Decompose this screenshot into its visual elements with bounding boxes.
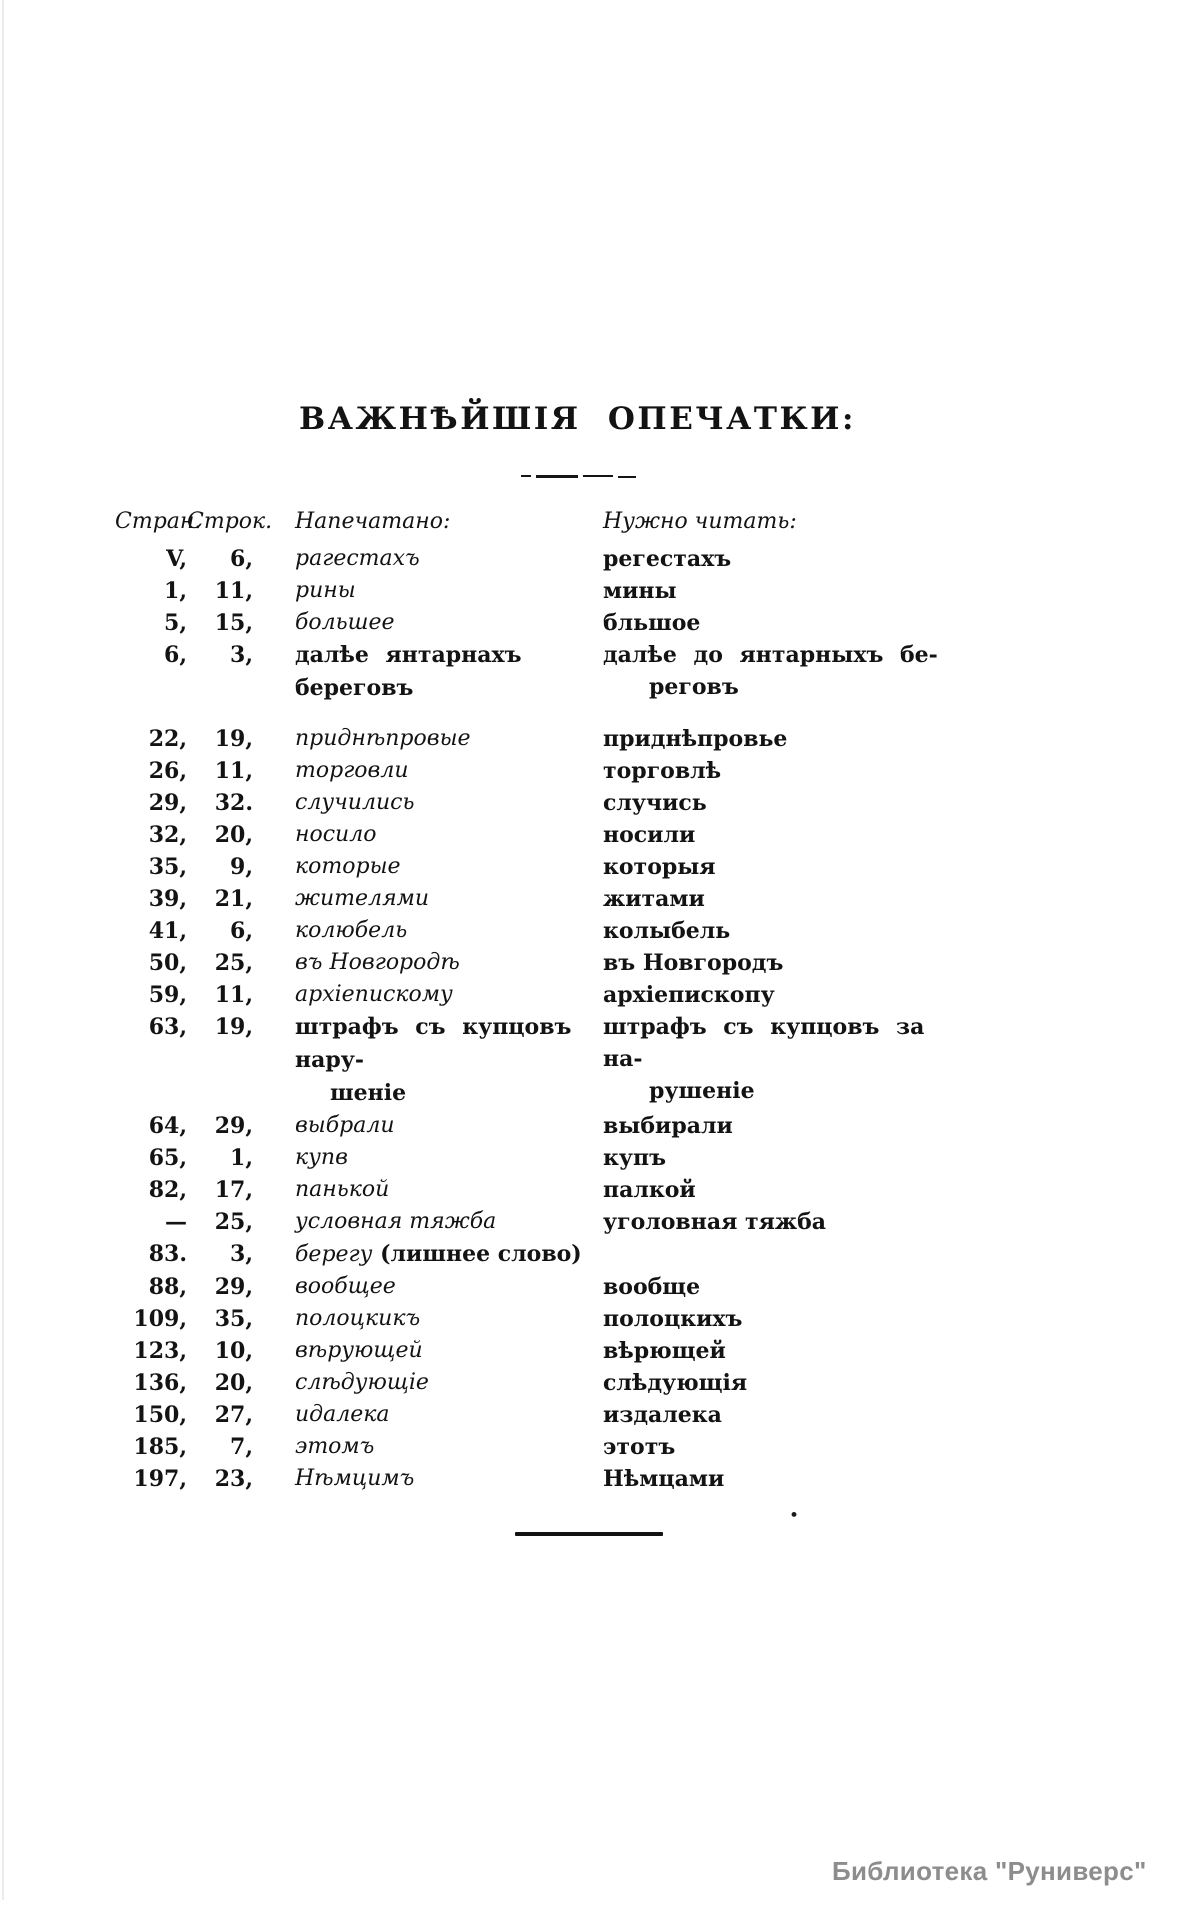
scan-edge-shadow <box>2 0 4 1900</box>
correct-text-cell <box>603 1335 973 1367</box>
correct-line: въ Новгородъ <box>603 950 784 976</box>
correct-text-cell <box>603 575 973 607</box>
printed-text-cell <box>253 1463 603 1495</box>
table-row <box>115 1399 1020 1431</box>
printed-text-cell <box>253 543 603 575</box>
table-row <box>115 639 1020 705</box>
printed-line: Нѣмцимъ <box>295 1466 415 1491</box>
correct-text-cell <box>603 1431 973 1463</box>
header-line-column: Строк. <box>187 509 273 534</box>
printed-line: случились <box>295 790 415 815</box>
page-number-cell: 197, <box>133 1466 187 1492</box>
correct-text-cell <box>603 787 973 819</box>
printed-line: полоцкикъ <box>295 1306 421 1331</box>
printed-line: архіепискому <box>295 982 453 1007</box>
page-number-cell: 136, <box>133 1370 187 1396</box>
printed-line: купв <box>295 1145 348 1170</box>
correct-line: штрафъ съ купцовъ за на- <box>603 1014 925 1072</box>
printed-line: штрафъ съ купцовъ нару- <box>295 1014 572 1073</box>
printed-line: жителями <box>295 886 430 911</box>
line-number-cell: 25, <box>214 950 253 976</box>
line-number-cell: 19, <box>214 1014 253 1040</box>
printed-text-cell <box>253 819 603 851</box>
printed-line: условная тяжба <box>295 1209 497 1234</box>
correct-text-cell <box>603 947 973 979</box>
page-number-cell: 150, <box>133 1402 187 1428</box>
correct-line: архіепископу <box>603 982 775 1008</box>
printed-text-cell <box>253 787 603 819</box>
line-number-cell: 20, <box>214 822 253 848</box>
page-number-cell: 59, <box>148 982 187 1008</box>
table-row <box>115 1142 1020 1174</box>
page-number-cell: 39, <box>148 886 187 912</box>
printed-line: въ Новгородѣ <box>295 950 460 975</box>
table-row <box>115 1206 1020 1238</box>
table-row <box>115 915 1020 947</box>
printed-text-cell <box>253 639 603 705</box>
table-row <box>115 947 1020 979</box>
correct-text-cell <box>603 607 973 639</box>
correct-line: купъ <box>603 1145 666 1171</box>
line-number-cell: 32. <box>214 790 253 816</box>
line-number-cell: 35, <box>214 1306 253 1332</box>
printed-line: выбрали <box>295 1113 395 1138</box>
line-number-cell: 21, <box>214 886 253 912</box>
printed-text-cell <box>253 1431 603 1463</box>
printed-line: вообщее <box>295 1274 396 1299</box>
line-number-cell: 25, <box>214 1209 253 1235</box>
correct-line: приднѣпровье <box>603 726 788 752</box>
correct-text-cell <box>603 1367 973 1399</box>
line-number-cell: 6, <box>230 546 253 572</box>
table-row <box>115 851 1020 883</box>
printed-text-cell <box>253 979 603 1011</box>
table-row <box>115 1335 1020 1367</box>
correct-line: случись <box>603 790 707 816</box>
header-correct-column: Нужно читать: <box>603 509 797 534</box>
printed-text-cell <box>253 1238 603 1271</box>
correct-line: этотъ <box>603 1434 676 1460</box>
line-number-cell: 29, <box>214 1274 253 1300</box>
page-number-cell: 65, <box>148 1145 187 1171</box>
table-row <box>115 1174 1020 1206</box>
printed-line: берегу (лишнее слово) <box>295 1241 582 1267</box>
printed-text-cell <box>253 1174 603 1206</box>
line-number-cell: 7, <box>230 1434 253 1460</box>
table-row <box>115 1011 1020 1110</box>
printed-text-cell <box>253 723 603 755</box>
correct-line: вѣрющей <box>603 1338 726 1364</box>
table-row <box>115 787 1020 819</box>
correct-line: вообще <box>603 1274 701 1300</box>
correct-line: мины <box>603 578 677 604</box>
correct-line: уголовная тяжба <box>603 1209 827 1235</box>
correct-line: бльшое <box>603 610 701 636</box>
printed-text-cell <box>253 1206 603 1238</box>
watermark: Библиотека "Руниверс" <box>832 1856 1147 1886</box>
page-number-cell: 41, <box>148 918 187 944</box>
page-number-cell: 1, <box>164 578 187 604</box>
correct-text-cell <box>603 883 973 915</box>
printed-line: рагестахъ <box>295 546 420 571</box>
printed-text-cell <box>253 607 603 639</box>
printed-text-cell <box>253 755 603 787</box>
printed-line: носило <box>295 822 377 847</box>
line-number-cell: 1, <box>230 1145 253 1171</box>
printed-text-cell <box>253 883 603 915</box>
page-number-cell: 82, <box>148 1177 187 1203</box>
correct-text-cell <box>603 755 973 787</box>
header-printed-column: Напечатано: <box>295 509 451 534</box>
line-number-cell: 3, <box>230 1241 253 1267</box>
header-page-column: Стран. <box>115 509 202 534</box>
printed-text-cell <box>253 851 603 883</box>
table-row <box>115 1463 1020 1495</box>
table-row <box>115 575 1020 607</box>
correct-text-cell <box>603 1011 973 1107</box>
table-row <box>115 543 1020 575</box>
title-separator <box>521 474 636 478</box>
table-row <box>115 723 1020 755</box>
line-number-cell: 11, <box>214 578 253 604</box>
page-number-cell: 185, <box>133 1434 187 1460</box>
page-number-cell: 83. <box>148 1241 187 1267</box>
correct-text-cell <box>603 1303 973 1335</box>
page-number-cell: 35, <box>148 854 187 880</box>
stray-ink-dot: • <box>789 1506 800 1526</box>
line-number-cell: 29, <box>214 1113 253 1139</box>
correct-line: регестахъ <box>603 546 732 572</box>
printed-line: торговли <box>295 758 409 783</box>
printed-line: приднѣпровые <box>295 726 471 751</box>
correct-text-cell <box>603 1174 973 1206</box>
correct-line: палкой <box>603 1177 696 1203</box>
printed-text-cell <box>253 1271 603 1303</box>
page-number-cell: 26, <box>148 758 187 784</box>
correct-line: издалека <box>603 1402 722 1428</box>
correct-line: житами <box>603 886 705 912</box>
page-number-cell: 109, <box>133 1306 187 1332</box>
printed-line: колюбель <box>295 918 408 943</box>
page-number-cell: 123, <box>133 1338 187 1364</box>
line-number-cell: 20, <box>214 1370 253 1396</box>
printed-text-cell <box>253 1011 603 1110</box>
page-number-cell: 63, <box>148 1014 187 1040</box>
page-number-cell: 29, <box>148 790 187 816</box>
page-number-cell: V, <box>166 546 187 572</box>
correct-line: выбирали <box>603 1113 733 1139</box>
correct-text-cell <box>603 979 973 1011</box>
line-number-cell: 15, <box>214 610 253 636</box>
printed-text-cell <box>253 1399 603 1431</box>
correct-text-cell <box>603 1142 973 1174</box>
page-number-cell: 50, <box>148 950 187 976</box>
table-row <box>115 819 1020 851</box>
correct-line: которыя <box>603 854 716 880</box>
page-number-cell: 22, <box>148 726 187 752</box>
correct-text-cell <box>603 1463 973 1495</box>
correct-text-cell <box>603 639 973 703</box>
printed-line: слѣдующіе <box>295 1370 429 1395</box>
table-row <box>115 607 1020 639</box>
correct-line: рушеніе <box>649 1078 755 1104</box>
correct-text-cell <box>603 1271 973 1303</box>
line-number-cell: 6, <box>230 918 253 944</box>
correct-line: полоцкихъ <box>603 1306 743 1332</box>
line-number-cell: 10, <box>214 1338 253 1364</box>
page-number-cell: 5, <box>164 610 187 636</box>
correct-text-cell <box>603 819 973 851</box>
table-row <box>115 1431 1020 1463</box>
printed-text-cell <box>253 1142 603 1174</box>
table-row <box>115 979 1020 1011</box>
table-row <box>115 1271 1020 1303</box>
correct-text-cell <box>603 915 973 947</box>
printed-text-cell <box>253 947 603 979</box>
printed-line: шеніе <box>330 1080 407 1106</box>
page-number-cell: 32, <box>148 822 187 848</box>
correct-line: слѣдующія <box>603 1370 748 1396</box>
correct-line: реговъ <box>649 674 739 700</box>
correct-line: Нѣмцами <box>603 1466 725 1492</box>
line-number-cell: 11, <box>214 982 253 1008</box>
table-row <box>115 1367 1020 1399</box>
correct-line: носили <box>603 822 696 848</box>
table-row <box>115 755 1020 787</box>
table-row <box>115 1238 1020 1271</box>
correct-line: торговлѣ <box>603 758 722 784</box>
line-number-cell: 23, <box>214 1466 253 1492</box>
printed-line: вѣрующей <box>295 1338 423 1363</box>
printed-text-cell <box>253 1335 603 1367</box>
errata-rows <box>115 543 1020 1495</box>
line-number-cell: 17, <box>214 1177 253 1203</box>
line-number-cell: 11, <box>214 758 253 784</box>
printed-line: этомъ <box>295 1434 375 1459</box>
table-row <box>115 883 1020 915</box>
page-number-cell: 6, <box>164 642 187 668</box>
correct-line: далѣе до янтарныхъ бе- <box>603 642 938 668</box>
page-number-cell: — <box>165 1209 187 1235</box>
printed-line: панькой <box>295 1177 390 1202</box>
printed-text-cell <box>253 1367 603 1399</box>
errata-table <box>115 506 1020 1495</box>
printed-line: которые <box>295 854 401 879</box>
table-row <box>115 1110 1020 1142</box>
line-number-cell: 27, <box>214 1402 253 1428</box>
correct-line: колыбель <box>603 918 731 944</box>
printed-line: далѣе янтарнахъ береговъ <box>295 642 522 701</box>
printed-text-cell <box>253 1303 603 1335</box>
page-number-cell: 64, <box>148 1113 187 1139</box>
printed-text-cell <box>253 575 603 607</box>
bottom-separator <box>515 1532 663 1536</box>
table-header-row <box>115 506 1020 538</box>
correct-text-cell <box>603 723 973 755</box>
correct-text-cell <box>603 1399 973 1431</box>
correct-text-cell <box>603 851 973 883</box>
line-number-cell: 19, <box>214 726 253 752</box>
correct-text-cell <box>603 1206 973 1238</box>
line-number-cell: 3, <box>230 642 253 668</box>
printed-text-cell <box>253 1110 603 1142</box>
page-title: ВАЖНѢЙШІЯ ОПЕЧАТКИ: <box>299 400 856 437</box>
printed-line: идалека <box>295 1402 390 1427</box>
correct-text-cell <box>603 1110 973 1142</box>
line-number-cell: 9, <box>230 854 253 880</box>
printed-text-cell <box>253 915 603 947</box>
table-row <box>115 1303 1020 1335</box>
correct-text-cell <box>603 543 973 575</box>
printed-line: большее <box>295 610 395 635</box>
page-number-cell: 88, <box>148 1274 187 1300</box>
printed-line: рины <box>295 578 356 603</box>
